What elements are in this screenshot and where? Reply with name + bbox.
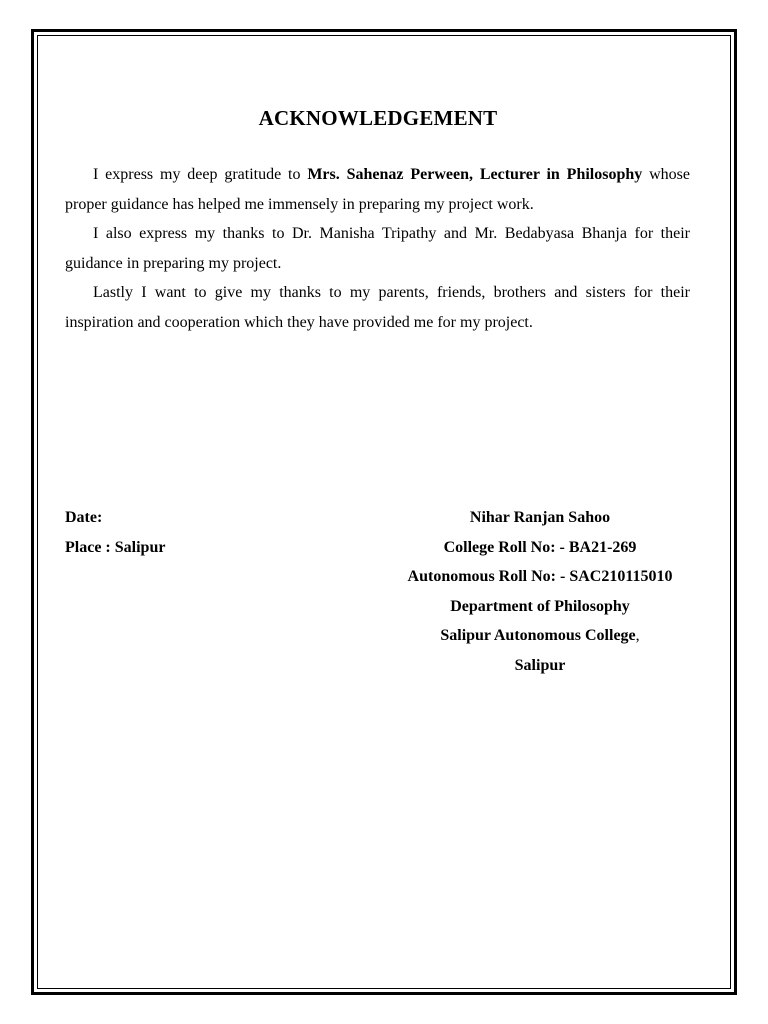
city-name: Salipur <box>514 656 566 674</box>
college-comma: , <box>635 627 640 644</box>
supervisor-name: Mrs. Sahenaz Perween, Lecturer in Philosophy <box>307 166 643 183</box>
paragraph-gratitude-lead: I express my deep gratitude to <box>93 166 308 183</box>
paragraph-thanks-faculty: I also express my thanks to Dr. Manisha Tripathy and Mr. Bedabyasa Bhanja for their guidance in preparing my project. <box>65 225 690 272</box>
signature-block <box>330 503 750 680</box>
page-title: ACKNOWLEDGEMENT <box>258 106 498 130</box>
autonomous-roll-number: Autonomous Roll No: - SAC210115010 <box>407 568 673 585</box>
college-name-line <box>330 621 750 651</box>
paragraph-gratitude <box>65 160 690 219</box>
paragraph-gratitude-rest: whose proper guidance has helped me immensely in preparing my project work. <box>65 166 690 213</box>
college-name: Salipur Autonomous College <box>440 627 636 644</box>
department-name: Department of Philosophy <box>450 597 630 615</box>
date-label: Date: <box>65 509 103 526</box>
paragraph-thanks-family: Lastly I want to give my thanks to my parents, friends, brothers and sisters for their inspiration and cooperation which they have provided me for my project. <box>65 284 690 331</box>
place-label: Place : Salipur <box>65 538 166 556</box>
date-place-block <box>65 503 165 562</box>
acknowledgement-body <box>65 160 690 337</box>
college-roll-number: College Roll No: - BA21-269 <box>443 538 637 556</box>
student-name: Nihar Ranjan Sahoo <box>469 509 611 526</box>
